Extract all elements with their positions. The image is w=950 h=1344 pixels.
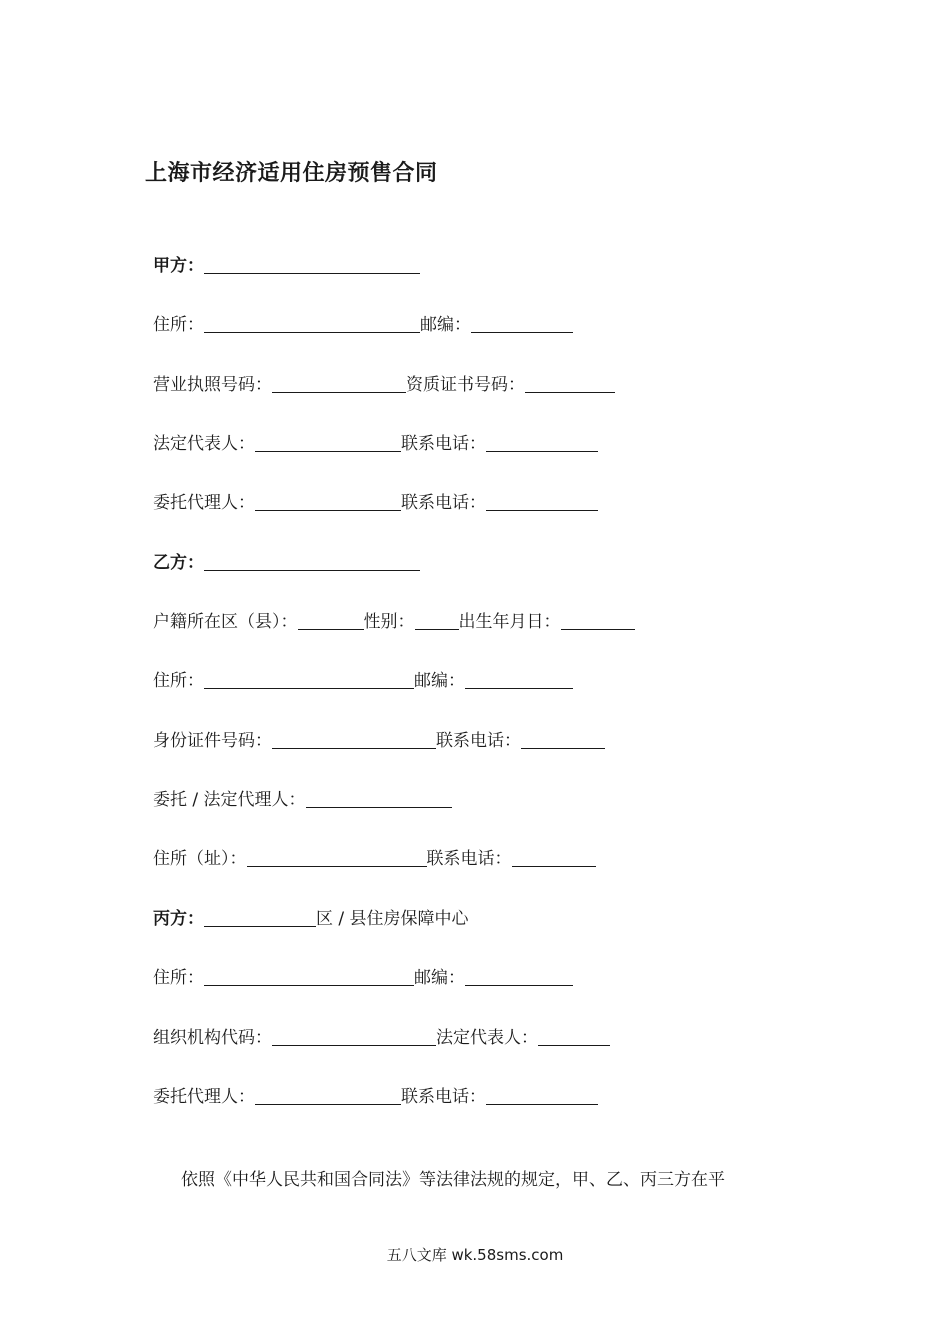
entrusted-legal-agent-label: 委托 / 法定代理人： [153, 790, 306, 810]
birth-date-label: 出生年月日： [458, 612, 561, 632]
party-c-address-row [153, 966, 573, 990]
agent-label: 委托代理人： [153, 493, 255, 513]
legal-rep-blank[interactable] [255, 432, 401, 452]
party-b-label: 乙方： [153, 553, 204, 573]
agent-blank[interactable] [255, 1085, 401, 1105]
legal-rep-row [153, 432, 598, 456]
party-c-agent-row [153, 1085, 598, 1109]
agent-row [153, 491, 598, 515]
id-number-blank[interactable] [272, 729, 436, 749]
agent-label: 委托代理人： [153, 1087, 255, 1107]
phone-blank[interactable] [486, 491, 598, 511]
id-number-label: 身份证件号码： [153, 731, 272, 751]
postcode-blank[interactable] [465, 966, 573, 986]
housing-center-label: 区 / 县住房保障中心 [316, 909, 469, 929]
phone-blank[interactable] [486, 1085, 598, 1105]
footer-watermark: 五八文库 wk.58sms.com [386, 1246, 564, 1264]
phone-label: 联系电话： [401, 434, 486, 454]
qualification-blank[interactable] [525, 373, 615, 393]
household-district-blank[interactable] [298, 610, 364, 630]
party-b-row [153, 551, 420, 575]
document-title: 上海市经济适用住房预售合同 [145, 161, 438, 186]
business-license-blank[interactable] [272, 373, 406, 393]
org-code-label: 组织机构代码： [153, 1028, 272, 1048]
id-number-row [153, 729, 605, 753]
license-row [153, 373, 615, 397]
address-label: 住所： [153, 671, 204, 691]
party-a-address-row [153, 313, 573, 337]
agent-address-row [153, 847, 596, 871]
phone-blank[interactable] [486, 432, 598, 452]
org-code-row [153, 1026, 610, 1050]
gender-blank[interactable] [415, 610, 459, 630]
postcode-label: 邮编： [414, 671, 465, 691]
address-blank[interactable] [204, 313, 420, 333]
address-label: 住所： [153, 315, 204, 335]
postcode-label: 邮编： [414, 968, 465, 988]
postcode-label: 邮编： [420, 315, 471, 335]
entrusted-legal-agent-blank[interactable] [306, 788, 452, 808]
qualification-label: 资质证书号码： [406, 375, 525, 395]
agent-address-blank[interactable] [247, 847, 427, 867]
address-blank[interactable] [204, 966, 414, 986]
household-district-label: 户籍所在区（县）： [153, 612, 298, 632]
party-a-row [153, 254, 420, 278]
phone-label: 联系电话： [401, 1087, 486, 1107]
party-a-label: 甲方： [153, 256, 204, 276]
party-b-blank[interactable] [204, 551, 420, 571]
agent-blank[interactable] [255, 491, 401, 511]
phone-label: 联系电话： [401, 493, 486, 513]
postcode-blank[interactable] [465, 669, 573, 689]
address-label: 住所： [153, 968, 204, 988]
intro-paragraph: 依照《中华人民共和国合同法》等法律法规的规定，甲、乙、丙三方在平 [181, 1170, 725, 1190]
party-c-label: 丙方： [153, 909, 204, 929]
agent-address-label: 住所（址）： [153, 849, 247, 869]
phone-blank[interactable] [512, 847, 596, 867]
party-a-blank[interactable] [204, 254, 420, 274]
legal-rep-label: 法定代表人： [436, 1028, 538, 1048]
gender-label: 性别： [363, 612, 415, 632]
party-b-agent-row [153, 788, 452, 812]
household-row [153, 610, 635, 634]
party-b-address-row [153, 669, 573, 693]
address-blank[interactable] [204, 669, 414, 689]
party-c-row [153, 907, 469, 931]
party-c-blank[interactable] [204, 907, 316, 927]
legal-rep-label: 法定代表人： [153, 434, 255, 454]
birth-date-blank[interactable] [561, 610, 635, 630]
phone-label: 联系电话： [426, 849, 512, 869]
business-license-label: 营业执照号码： [153, 375, 272, 395]
legal-rep-blank[interactable] [538, 1026, 610, 1046]
phone-blank[interactable] [521, 729, 605, 749]
org-code-blank[interactable] [272, 1026, 436, 1046]
phone-label: 联系电话： [436, 731, 521, 751]
postcode-blank[interactable] [471, 313, 573, 333]
